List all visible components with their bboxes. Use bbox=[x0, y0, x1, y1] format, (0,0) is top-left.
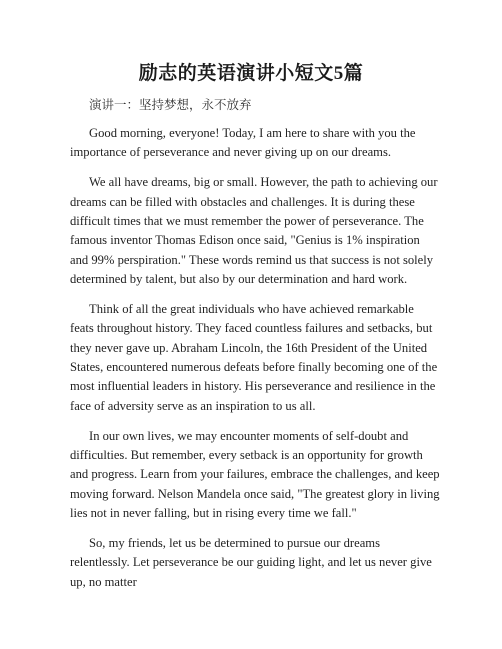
document-title: 励志的英语演讲小短文5篇 bbox=[138, 63, 364, 84]
paragraph: So, my friends, let us be determined to pursue our dreams relentlessly. Let perseverance be our guiding light, and let us never give up, no matter bbox=[70, 535, 432, 589]
paragraph: In our own lives, we may encounter moments of self-doubt and difficulties. But remember, every setback is an opportunity for growth and progress. Learn from your failures, embrace the challenges, and keep moving forward. Nelson Mandela once said, "The greatest glory in living lies not in never falling, but in rising every time we fall." bbox=[70, 428, 440, 521]
paragraph: Good morning, everyone! Today, I am here to share with you the importance of perseverance and never giving up on our dreams. bbox=[70, 126, 416, 160]
speech-body bbox=[70, 124, 440, 602]
section-heading: 演讲一：坚持梦想，永不放弃 bbox=[89, 98, 252, 112]
paragraph: We all have dreams, big or small. However, the path to achieving our dreams can be filled with obstacles and challenges. It is during these difficult times that we must remember the power of perseverance. The famous inventor Thomas Edison once said, "Genius is 1% inspiration and 99% perspiration." These words remind us that success is not solely determined by talent, but also by our determination and hard work. bbox=[70, 175, 438, 287]
paragraph: Think of all the great individuals who have achieved remarkable feats throughout history. They faced countless failures and setbacks, but they never gave up. Abraham Lincoln, the 16th President of the United States, encountered numerous defeats before finally becoming one of the most influential leaders in history. His perseverance and resilience in the face of adversity serve as an inspiration to us all. bbox=[70, 301, 438, 413]
